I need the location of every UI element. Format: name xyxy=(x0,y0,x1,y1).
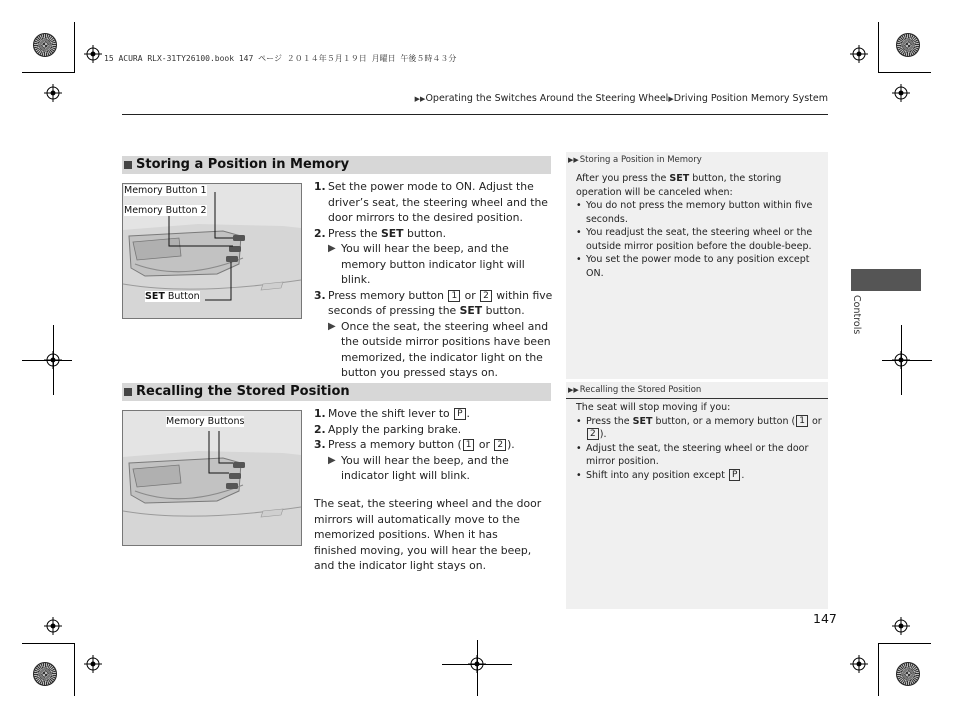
registration-dial-icon xyxy=(33,662,57,686)
callout-memory-button-1: Memory Button 1 xyxy=(124,185,207,196)
note-title-text: Storing a Position in Memory xyxy=(579,155,702,165)
memory-button-2-icon: 2 xyxy=(587,428,599,440)
step-text: Move the shift lever to xyxy=(328,407,454,420)
triangle-right-icon: ▶ xyxy=(328,243,336,254)
note-title xyxy=(568,385,701,395)
step-number: 1. xyxy=(314,407,326,420)
triangle-right-icon: ▶ xyxy=(328,454,336,466)
note-text: . xyxy=(741,469,745,481)
note-marker-icon: ▶▶ xyxy=(568,156,579,164)
breadcrumb-item[interactable]: Driving Position Memory System xyxy=(673,93,828,104)
breadcrumb-arrow-icon: ▶▶ xyxy=(414,95,426,103)
set-label: SET xyxy=(669,173,690,184)
step-number: 3. xyxy=(314,438,326,451)
registration-dial-icon xyxy=(896,33,920,57)
set-label: SET xyxy=(459,304,483,317)
note-intro: The seat will stop moving if you: xyxy=(576,402,731,413)
note-text: Shift into any position except xyxy=(586,469,728,481)
note-intro xyxy=(576,172,822,199)
note-bullet: • You do not press the memory button within five seconds. xyxy=(576,199,822,226)
note-title-text: Recalling the Stored Position xyxy=(579,385,702,395)
registration-dial-icon xyxy=(896,662,920,686)
step-result-text: Once the seat, the steering wheel and the outside mirror positions have been memorized, the indicator light on the button you pressed stays on. xyxy=(341,319,551,379)
note-bullet xyxy=(576,469,822,483)
park-position-icon: P xyxy=(729,469,740,481)
note-text: Press the xyxy=(586,415,633,427)
note-bullet: • You set the power mode to any position except ON. xyxy=(576,253,822,280)
note-list xyxy=(576,415,822,483)
step-number: 2. xyxy=(314,422,326,436)
callout-set-text: Button xyxy=(164,291,200,302)
note-bullet xyxy=(576,415,822,442)
note-panel-recalling xyxy=(566,382,828,609)
section-heading-storing xyxy=(122,156,551,174)
door-panel-illustration xyxy=(122,410,302,546)
step-item xyxy=(314,406,554,422)
page-number: 147 xyxy=(813,611,837,626)
step-text: Press a memory button ( xyxy=(328,438,462,451)
registration-mark-icon xyxy=(84,655,102,673)
header-rule xyxy=(122,114,828,115)
note-bullet: • Adjust the seat, the steering wheel or the door mirror position. xyxy=(576,442,822,469)
step-text: Press memory button xyxy=(328,288,448,302)
set-label: SET xyxy=(145,291,165,302)
registration-mark-icon xyxy=(84,45,102,63)
note-text: After you press the xyxy=(576,173,670,184)
storing-steps xyxy=(314,179,554,381)
step-number: 3. xyxy=(314,288,326,302)
step-text: Set the power mode to ON. Adjust the driver’s seat, the steering wheel and the door mirrors to the desired position. xyxy=(328,180,548,224)
breadcrumb xyxy=(415,93,828,104)
step-item xyxy=(314,288,554,381)
triangle-right-icon: ▶ xyxy=(328,320,336,332)
step-text: ). xyxy=(507,438,515,451)
step-result-text: You will hear the beep, and the indicator light will blink. xyxy=(341,453,509,482)
step-text: button. xyxy=(482,304,525,317)
heading-square-icon xyxy=(124,161,132,169)
note-text: or xyxy=(808,415,822,427)
recalling-steps xyxy=(314,406,554,484)
registration-mark-icon xyxy=(850,45,868,63)
step-text: within five seconds of pressing the xyxy=(328,288,553,317)
door-panel-drawing xyxy=(123,411,301,545)
registration-mark-icon xyxy=(850,655,868,673)
section-heading-recalling xyxy=(122,383,551,401)
note-marker-icon: ▶▶ xyxy=(568,386,579,394)
section-title: Storing a Position in Memory xyxy=(136,157,350,172)
breadcrumb-item[interactable]: Operating the Switches Around the Steering Wheel xyxy=(425,93,669,104)
note-title xyxy=(568,155,702,165)
step-item xyxy=(314,226,554,288)
step-result xyxy=(328,241,554,288)
recall-paragraph: The seat, the steering wheel and the door mirrors will automatically move to the memorized positions. When it has finished moving, you will hear the beep, and the indicator light stays on. xyxy=(314,497,542,572)
registration-mark-icon xyxy=(892,617,910,635)
section-title: Recalling the Stored Position xyxy=(136,384,350,399)
step-number: 1. xyxy=(314,180,326,193)
memory-button-2-icon: 2 xyxy=(494,439,506,451)
park-position-icon: P xyxy=(454,408,465,420)
note-list xyxy=(576,199,822,280)
note-body xyxy=(576,172,822,280)
side-tab[interactable] xyxy=(851,269,921,291)
step-item xyxy=(314,179,554,226)
registration-mark-icon xyxy=(44,84,62,102)
set-label: SET xyxy=(632,415,653,427)
registration-mark-icon xyxy=(892,84,910,102)
memory-button-1-icon: 1 xyxy=(796,415,808,427)
step-number: 2. xyxy=(314,226,326,240)
side-tab-label: Controls xyxy=(851,295,862,335)
note-title-rule xyxy=(566,398,828,399)
step-result xyxy=(328,319,554,381)
heading-square-icon xyxy=(124,388,132,396)
step-text: . xyxy=(466,407,470,420)
note-panel-storing xyxy=(566,152,828,379)
note-text: button, or a memory button ( xyxy=(652,415,796,427)
memory-button-1-icon: 1 xyxy=(463,439,475,451)
registration-dial-icon xyxy=(33,33,57,57)
note-body xyxy=(576,401,822,482)
file-header: 15 ACURA RLX-31TY26100.book 147 ページ ２０１４年５月１９日 月曜日 午後５時４３分 xyxy=(104,54,457,63)
callout-memory-button-2: Memory Button 2 xyxy=(124,205,207,216)
registration-mark-icon xyxy=(44,617,62,635)
step-result xyxy=(328,453,554,484)
callout-set-button xyxy=(145,291,200,302)
step-text: Press the xyxy=(328,226,381,240)
step-text: or xyxy=(461,288,480,302)
step-item xyxy=(314,437,554,484)
note-text: ). xyxy=(599,429,607,440)
step-text: Apply the parking brake. xyxy=(328,422,462,436)
set-label: SET xyxy=(381,226,404,240)
step-text: or xyxy=(475,438,494,451)
step-result-text: You will hear the beep, and the memory button indicator light will blink. xyxy=(341,242,525,286)
step-item xyxy=(314,422,554,438)
note-text: button, the storing operation will be canceled when: xyxy=(576,173,782,198)
step-text: button. xyxy=(403,226,447,240)
memory-button-1-icon: 1 xyxy=(448,290,460,302)
callout-memory-buttons: Memory Buttons xyxy=(166,416,245,427)
note-bullet: • You readjust the seat, the steering wheel or the outside mirror position before the double-beep. xyxy=(576,226,822,253)
breadcrumb-arrow-icon: ▶ xyxy=(668,95,674,103)
memory-button-2-icon: 2 xyxy=(480,290,492,302)
